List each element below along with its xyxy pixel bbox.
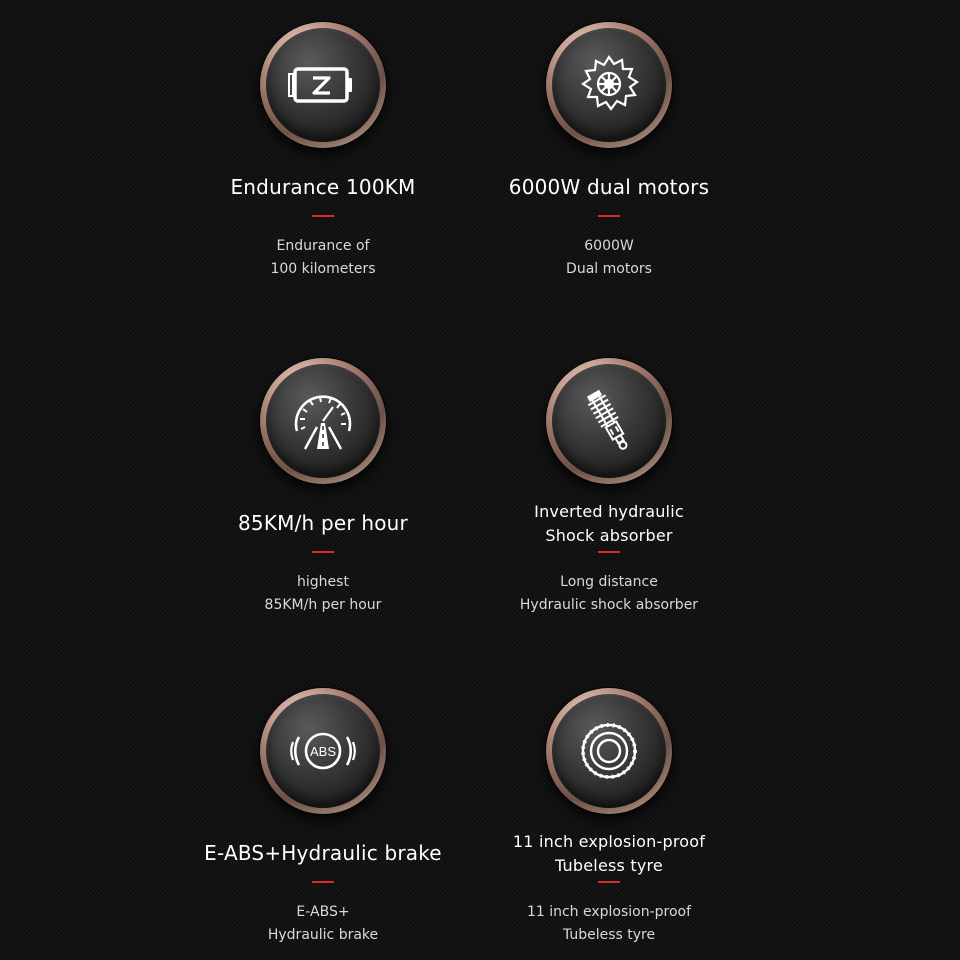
red-accent-divider: [598, 881, 620, 883]
feature-badge: [546, 22, 672, 148]
feature-title: 85KM/h per hour: [238, 511, 408, 535]
feature-title: Inverted hydraulic Shock absorber: [534, 502, 684, 545]
battery-icon: [287, 49, 359, 121]
feature-description: Endurance of 100 kilometers: [270, 238, 376, 277]
feature-badge: [260, 358, 386, 484]
feature-badge: [546, 358, 672, 484]
speedometer-icon: [287, 385, 359, 457]
feature-badge: [260, 22, 386, 148]
feature-motors: [399, 22, 819, 322]
feature-title: 11 inch explosion-proof Tubeless tyre: [512, 832, 706, 875]
abs-icon-text: ABS: [309, 744, 337, 759]
feature-badge: [546, 688, 672, 814]
feature-title: Endurance 100KM: [230, 175, 416, 199]
red-accent-divider: [312, 881, 334, 883]
red-accent-divider: [598, 215, 620, 217]
feature-description: Long distance Hydraulic shock absorber: [519, 574, 699, 613]
feature-title: 6000W dual motors: [508, 175, 710, 199]
feature-description: E-ABS+ Hydraulic brake: [267, 904, 379, 943]
feature-description: highest 85KM/h per hour: [264, 574, 382, 613]
red-accent-divider: [598, 551, 620, 553]
tyre-icon: [573, 715, 645, 787]
feature-shock-absorber: [399, 358, 819, 658]
shock-absorber-icon: [573, 385, 645, 457]
feature-badge: [260, 688, 386, 814]
feature-description: 11 inch explosion-proof Tubeless tyre: [526, 904, 692, 943]
feature-title: E-ABS+Hydraulic brake: [204, 841, 442, 865]
red-accent-divider: [312, 551, 334, 553]
feature-description: 6000W Dual motors: [566, 238, 652, 277]
motor-icon: [573, 49, 645, 121]
red-accent-divider: [312, 215, 334, 217]
feature-tyre: [399, 688, 819, 960]
abs-icon: [287, 715, 359, 787]
